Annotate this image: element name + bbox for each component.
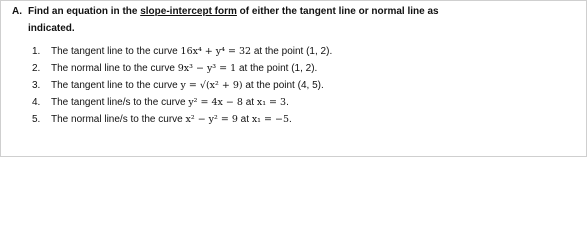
item-prefix: The tangent line/s to the curve bbox=[51, 97, 189, 108]
list-item bbox=[32, 60, 332, 77]
problem-list bbox=[32, 43, 333, 128]
item-mid: at bbox=[237, 114, 252, 125]
item-prefix: The tangent line to the curve bbox=[51, 46, 181, 57]
item-suffix: at the point (4, 5). bbox=[242, 80, 324, 91]
item-condition: x₁ = 3 bbox=[256, 97, 287, 108]
list-item bbox=[32, 111, 332, 128]
item-suffix: at the point (1, 2). bbox=[236, 63, 318, 74]
item-mid: at bbox=[242, 97, 257, 108]
item-suffix: . bbox=[288, 114, 292, 125]
item-number: 2. bbox=[32, 63, 41, 74]
list-item bbox=[32, 77, 332, 94]
item-suffix: . bbox=[286, 97, 289, 108]
item-equation: x² − y² = 9 bbox=[185, 114, 238, 125]
item-equation: 16x⁴ + y⁴ = 32 bbox=[180, 46, 252, 57]
item-condition: x₁ = −5 bbox=[251, 114, 289, 125]
problem-heading bbox=[12, 4, 572, 34]
problem-letter: A. bbox=[12, 6, 22, 17]
item-equation: y = √(x² + 9) bbox=[180, 80, 243, 91]
problem-text-start: Find an equation in the bbox=[28, 6, 141, 17]
item-number: 4. bbox=[32, 97, 41, 108]
list-item bbox=[32, 43, 333, 60]
list-item bbox=[32, 94, 332, 111]
item-equation: y² = 4x − 8 bbox=[188, 97, 243, 108]
problem-underlined-term: slope-intercept form bbox=[140, 6, 237, 17]
item-number: 1. bbox=[32, 46, 41, 57]
item-prefix: The tangent line to the curve bbox=[51, 80, 181, 91]
item-number: 3. bbox=[32, 80, 41, 91]
item-prefix: The normal line/s to the curve bbox=[51, 114, 186, 125]
problem-text-line2: indicated. bbox=[28, 23, 75, 34]
item-number: 5. bbox=[32, 114, 41, 125]
item-suffix: at the point (1, 2). bbox=[251, 46, 333, 57]
item-prefix: The normal line to the curve bbox=[51, 63, 178, 74]
item-equation: 9x³ − y³ = 1 bbox=[177, 63, 237, 74]
problem-text-end: of either the tangent line or normal line as bbox=[236, 6, 439, 17]
